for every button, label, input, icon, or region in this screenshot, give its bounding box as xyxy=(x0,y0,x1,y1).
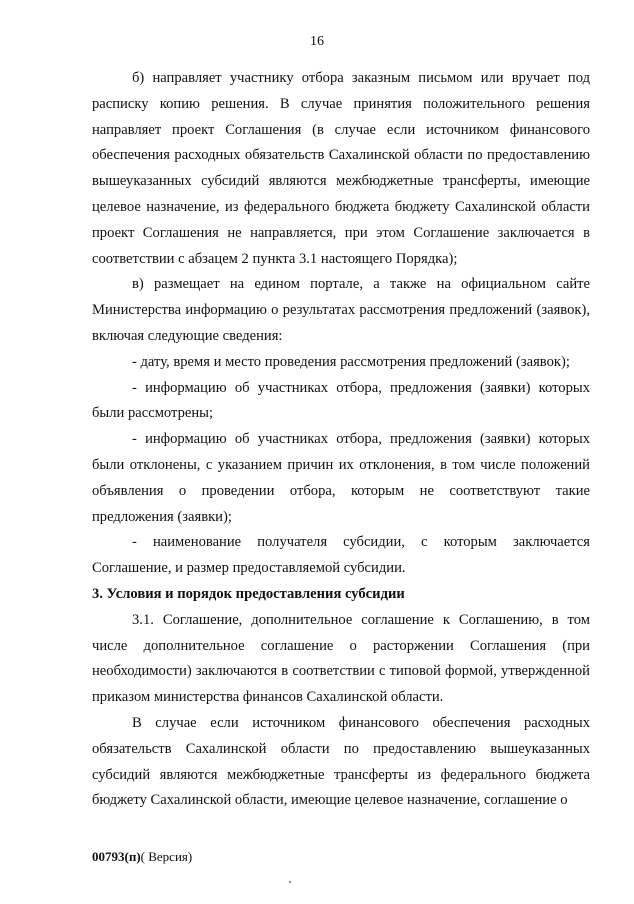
footer-code: 00793(п) xyxy=(92,849,141,864)
scan-speck xyxy=(289,881,291,883)
section-heading: 3. Условия и порядок предоставления субсидии xyxy=(92,585,405,602)
footer-document-code xyxy=(92,849,192,865)
list-item-rejected: - информацию об участниках отбора, предложения (заявки) которых были отклонены, с указанием причин их отклонения, в том числе положений объявления о проведении отбора, которым не соответствуют такие предложения (заявки); xyxy=(92,431,590,525)
paragraph-federal-transfers: В случае если источником финансового обеспечения расходных обязательств Сахалинской области по предоставлению вышеуказанных субсидий являются межбюджетные трансферты из федерального бюджета бюджету Сахалинской области, имеющие целевое назначение, соглашение о xyxy=(92,714,590,809)
document-body xyxy=(92,66,590,814)
paragraph-3-1: 3.1. Соглашение, дополнительное соглашение к Соглашению, в том числе дополнительное соглашение о расторжении Соглашения (при необходимости) заключаются в соответствии с типовой формой, утвержденной приказом министерства финансов Сахалинской области. xyxy=(92,611,590,706)
paragraph-b: б) направляет участнику отбора заказным письмом или вручает под расписку копию решения. В случае принятия положительного решения направляет проект Соглашения (в случае если источником финансового обеспечения расходных обязательств Сахалинской области по предоставлению вышеуказанных субсидий являются межбюджетные трансферты, имеющие целевое назначение, из федерального бюджета бюджету Сахалинской области проект Соглашения не направляется, при этом Соглашение заключается в соответствии с абзацем 2 пункта 3.1 настоящего Порядка); xyxy=(92,70,590,267)
footer-version: ( Версия) xyxy=(140,849,193,864)
list-item-date: - дату, время и место проведения рассмотрения предложений (заявок); xyxy=(132,353,570,370)
list-item-reviewed: - информацию об участниках отбора, предложения (заявки) которых были рассмотрены; xyxy=(92,379,590,422)
list-item-recipient: - наименование получателя субсидии, с которым заключается Соглашение, и размер предоставляемой субсидии. xyxy=(92,534,590,577)
paragraph-v: в) размещает на едином портале, а также на официальном сайте Министерства информацию о результатах рассмотрения предложений (заявок), включая следующие сведения: xyxy=(92,276,590,344)
page-number: 16 xyxy=(310,34,324,49)
